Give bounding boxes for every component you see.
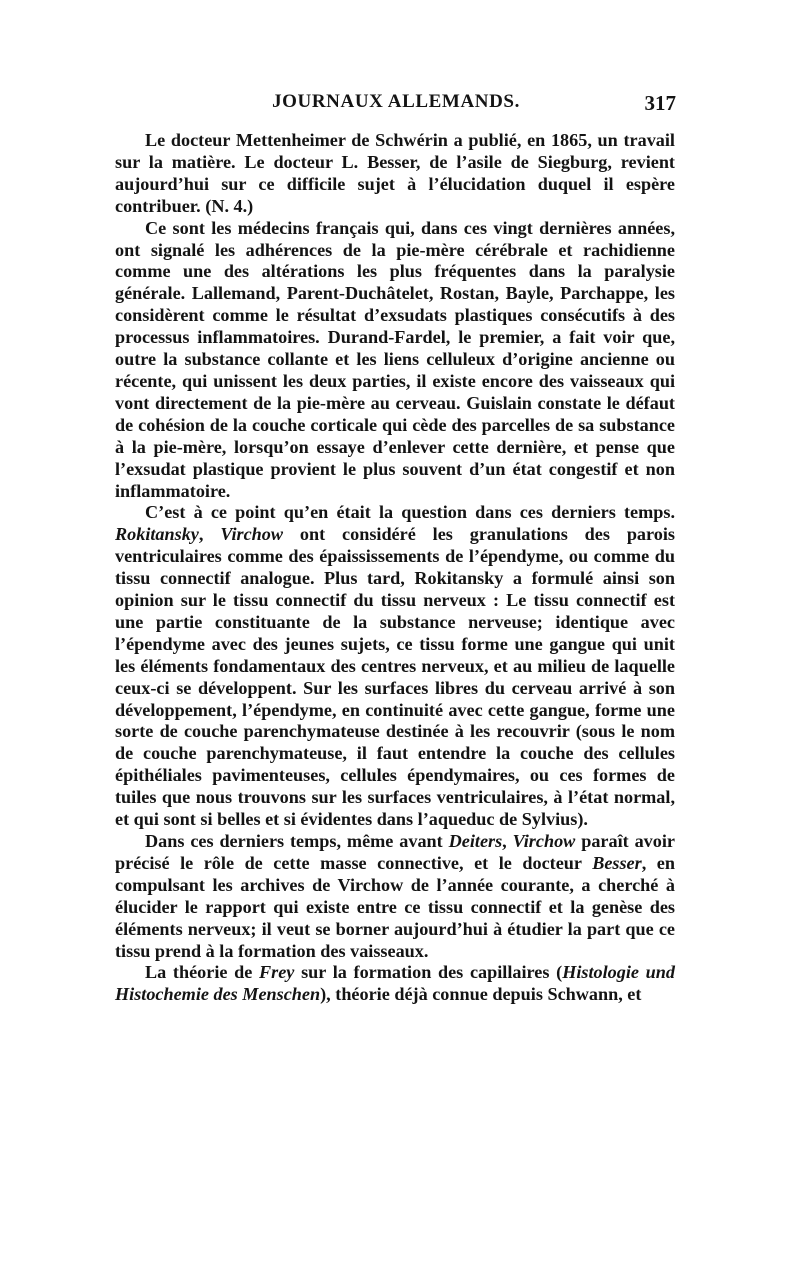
paragraph [115,962,675,1006]
text-run: Le docteur Mettenheimer de Schwérin a publié, en 1865, un travail sur la matière. Le docteur L. Besser, de l’asile de Siegburg, revient aujourd’hui sur ce difficile sujet à l’élucidation duquel il espère contribuer. (N. 4.) [115,130,675,216]
italic-text: Besser [592,852,642,873]
text-run: La théorie de [145,962,260,983]
text-run: , [502,831,513,851]
text-run: ), théorie déjà connue depuis Schwann, et [320,984,642,1005]
text-run: Ce sont les médecins français qui, dans ces vingt dernières années, ont signalé les adhérences de la pie-mère cérébrale et rachidienne comme une des altérations les plus fréquentes dans la paralysie générale. Lallemand, Parent-Duchâtelet, Rostan, Bayle, Parchappe, les considèrent comme le résultat d’exsudats plastiques consécutifs à des processus inflammatoires. Durand-Fardel, le premier, a fait voir que, outre la substance collante et les liens celluleux d’origine ancienne ou récente, qui unissent les deux parties, il existe encore des vaisseaux qui vont directement de la pie-mère au cerveau. Guislain constate le défaut de cohésion de la couche corticale qui cède des parcelles de sa substance à la pie-mère, lorsqu’on essaye d’enlever cette dernière, et pense que l’exsudat plastique provient le plus souvent d’un état congestif et non inflammatoire. [115,217,675,501]
paragraph [115,831,675,962]
running-head [116,91,676,119]
italic-text: Virchow [220,524,283,545]
italic-text: Histologie und Histochemie des Menschen [115,962,675,1005]
text-run: paraît avoir précisé le rôle de cette masse connective, et le docteur [115,831,675,873]
text-run: , en compulsant les archives de Virchow de l’année courante, a cherché à élucider le rapport qui existe entre ce tissu connectif et la genèse des éléments nerveux; il veut se borner aujourd’hui à étudier la part que ce tissu prend à la formation des vaisseaux. [115,852,675,961]
page-number: 317 [644,91,676,115]
text-run: ont considéré les granulations des parois ventriculaires comme des épaississements de l’épendyme, ou comme du tissu connectif analogue. Plus tard, Rokitansky a formulé ainsi son opinion sur le tissu connectif du tissu nerveux : Le tissu connectif est une partie constituante de la substance nerveuse; identique avec l’épendyme avec des jeunes sujets, ce tissu forme une gangue qui unit les éléments fondamentaux des centres nerveux, et au milieu de laquelle ceux-ci se développent. Sur les surfaces libres du cerveau arrivé à son développement, l’épendyme, en continuité avec cette gangue, forme une sorte de couche parenchymateuse destinée à les recouvrir (sous le nom de couche parenchymateuse, il faut entendre la couche des cellules épithéliales pavimenteuses, cellules épendymaires, ou ces formes de tuiles que nous trouvons sur les surfaces ventriculaires, à l’état normal, et qui sont si belles et si évidentes dans l’aqueduc de Sylvius). [115,524,675,830]
text-run: sur la formation des capillaires ( [294,962,563,983]
running-title: JOURNAUX ALLEMANDS. [272,91,520,112]
paragraph [115,130,675,218]
italic-text: Deiters [448,831,503,851]
text-run: C’est à ce point qu’en était la question dans ces derniers temps. [145,502,675,523]
text-run: Dans ces derniers temps, même avant [145,831,449,851]
italic-text: Frey [259,962,295,983]
italic-text: Virchow [512,831,576,851]
paragraph [115,218,675,503]
italic-text: Rokitansky [115,524,199,545]
paragraph [115,502,675,831]
text-run: , [198,524,221,545]
body-text [115,130,675,1006]
